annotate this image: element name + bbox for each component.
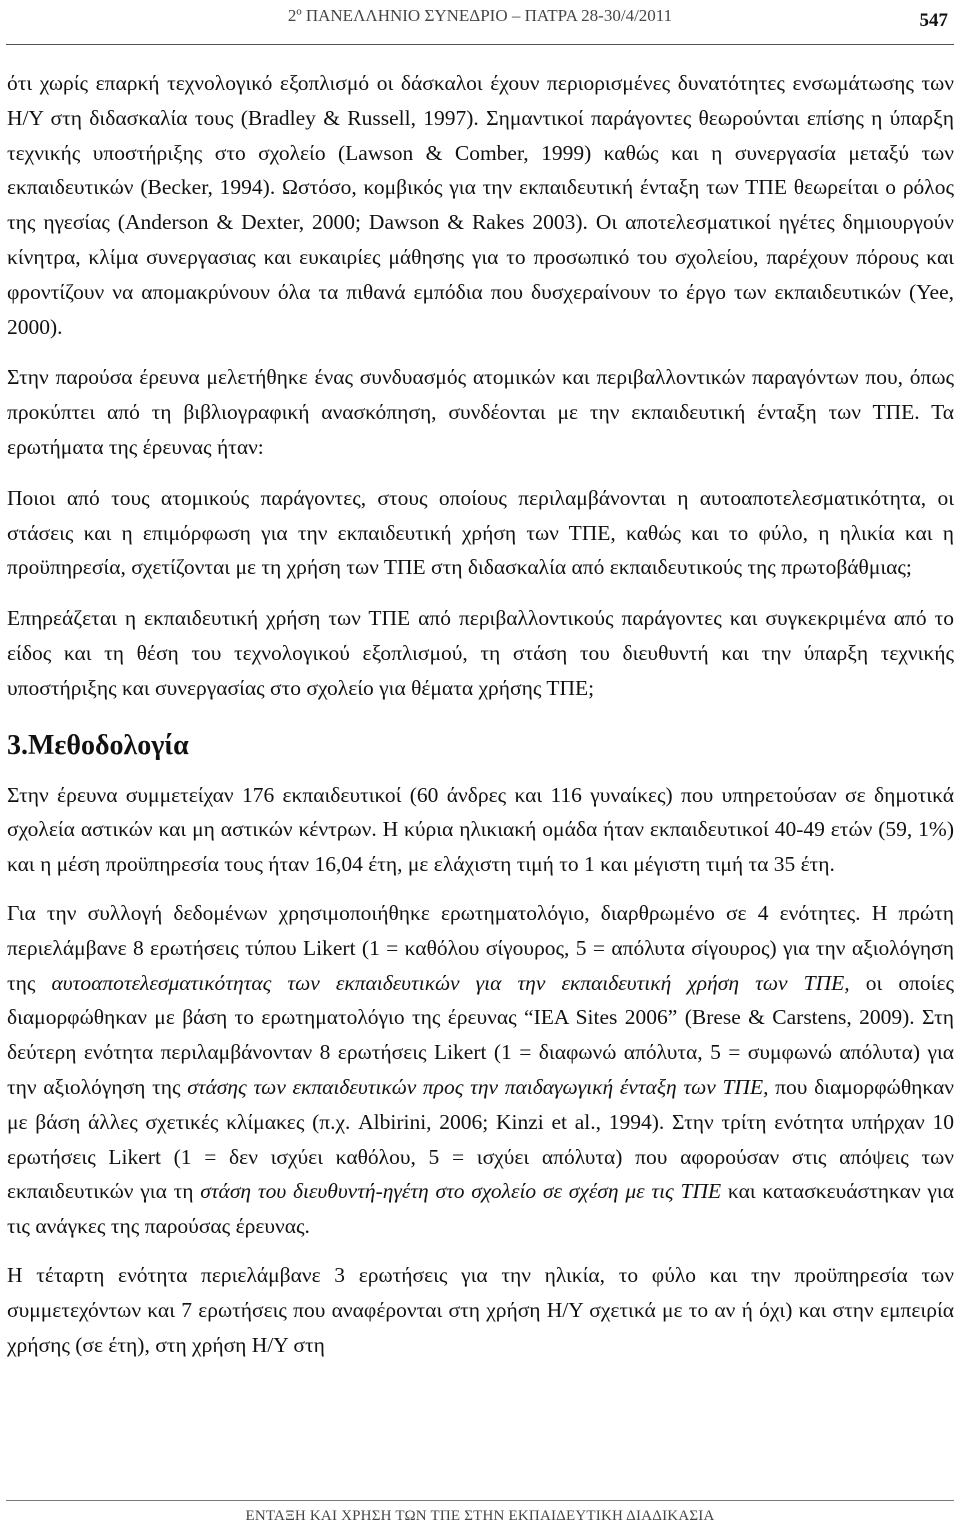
paragraph-demographics: Η τέταρτη ενότητα περιελάμβανε 3 ερωτήσεις για την ηλικία, το φύλο και την προϋπηρεσία των συμμετεχόντων και 7 ερωτήσεις που αναφέρονται στη χρήση Η/Υ σχετικά με το αν ή όχι) και στην εμπειρία χρήσης (σε έτη), στη χρήση Η/Υ στη (7, 1262, 954, 1357)
paragraph-research-intro: Στην παρούσα έρευνα μελετήθηκε ένας συνδυασμός ατομικών και περιβαλλοντικών παραγόντων που, όπως προκύπτει από τη βιβλιογραφική ανασκόπηση, συνδέονται με την εκπαιδευτική ένταξη των ΤΠΕ. Τα ερωτήματα της έρευνας ήταν: (7, 365, 954, 459)
section-heading-methodology: 3.Μεθοδολογία (7, 729, 189, 761)
instrument-text-3: που διαμορφώθηκαν με βάση άλλες σχετικές κλίμακες (π.χ. Albirini, 2006; Kinzi et al., 1994). Στην τρίτη ενότητα υπήρχαν 10 ερωτήσεις Likert (1 = δεν ισχύει καθόλου, 5 = ισχύει απόλυτα) που αφορούσαν στις απόψεις των εκπαιδευτικών για τη (7, 1074, 954, 1204)
instrument-emphasis-2: στάσης των εκπαιδευτικών προς την παιδαγωγική ένταξη των ΤΠΕ, (187, 1074, 769, 1099)
body-text (7, 66, 954, 1362)
running-footer: ΕΝΤΑΞΗ ΚΑΙ ΧΡΗΣΗ ΤΩΝ ΤΠΕ ΣΤΗΝ ΕΚΠΑΙΔΕΥΤΙΚΗ ΔΙΑΔΙΚΑΣΙΑ (245, 1508, 715, 1524)
page-header (0, 0, 960, 60)
paragraph-research-question-1: Ποιοι από τους ατομικούς παράγοντες, στους οποίους περιλαμβάνονται η αυτοαποτελεσματικότητα, οι στάσεις και η επιμόρφωση για την εκπαιδευτική χρήση των ΤΠΕ, καθώς και το φύλο, η ηλικία και η προϋπηρεσία, σχετίζονται με τη χρήση των ΤΠΕ στη διδασκαλία από εκπαιδευτικούς της πρωτοβάθμιας; (7, 485, 954, 580)
paragraph-participants: Στην έρευνα συμμετείχαν 176 εκπαιδευτικοί (60 άνδρες και 116 γυναίκες) που υπηρετούσαν σε δημοτικά σχολεία αστικών και μη αστικών κέντρων. Η κύρια ηλικιακή ομάδα ήταν εκπαιδευτικοί 40-49 ετών (59, 1%) και η μέση προϋπηρεσία τους ήταν 16,04 έτη, με ελάχιστη τιμή το 1 και μέγιστη τιμή τα 35 έτη. (7, 782, 954, 877)
paragraph-literature: ότι χωρίς επαρκή τεχνολογικό εξοπλισμό οι δάσκαλοι έχουν περιορισμένες δυνατότητες ενσωμάτωσης των Η/Υ στη διδασκαλία τους (Bradley & Russell, 1997). Σημαντικοί παράγοντες θεωρούνται επίσης η ύπαρξη τεχνικής υποστήριξης στο σχολείο (Lawson & Comber, 1999) καθώς και η συνεργασία μεταξύ των εκπαιδευτικών (Becker, 1994). Ωστόσο, κομβικός για την εκπαιδευτική ένταξη των ΤΠΕ θεωρείται ο ρόλος της ηγεσίας (Anderson & Dexter, 2000; Dawson & Rakes 2003). Οι αποτελεσματικοί ηγέτες δημιουργούν κίνητρα, κλίμα συνεργασιας και ευκαιρίες μάθησης για το προσωπικό του σχολείου, παρέχουν πόρους και φροντίζουν να απομακρύνουν όλα τα πιθανά εμπόδια που δυσχεραίνουν το έργο των εκπαιδευτικών (Yee, 2000). (7, 71, 954, 339)
paragraph-research-question-2: Επηρεάζεται η εκπαιδευτική χρήση των ΤΠΕ από περιβαλλοντικούς παράγοντες και συγκεκριμένα από το είδος και τη θέση του τεχνολογικού εξοπλισμού, τη στάση του διευθυντή και την ύπαρξη τεχνικής υποστήριξης και συνεργασίας στο σχολείο για θέματα χρήσης ΤΠΕ; (7, 606, 954, 700)
paragraph-instrument (7, 896, 954, 1244)
header-divider (6, 44, 954, 45)
instrument-emphasis-3: στάση του διευθυντή-ηγέτη στο σχολείο σε σχέση με τις ΤΠΕ (200, 1179, 722, 1204)
instrument-text-2: οι οποίες διαμορφώθηκαν με βάση το ερωτηματολόγιο της έρευνας “IEA Sites 2006” (Brese & Carstens, 2009). Στη δεύτερη ενότητα περιλαμβάνονταν 8 ερωτήσεις Likert (1 = διαφωνώ απόλυτα, 5 = συμφωνώ απόλυτα) για την αξιολόγηση της (7, 970, 954, 1099)
instrument-text-1: Για την συλλογή δεδομένων χρησιμοποιήθηκε ερωτηματολόγιο, διαρθρωμένο σε 4 ενότητες. Η πρώτη περιελάμβανε 8 ερωτήσεις τύπου Likert (1 = καθόλου σίγουρος, 5 = απόλυτα σίγουρος) για την αξιολόγηση της (7, 900, 954, 995)
instrument-text-4: και κατασκευάστηκαν για τις ανάγκες της παρούσας έρευνας. (7, 1179, 954, 1239)
footer-divider (6, 1500, 954, 1501)
conference-title: 2º ΠΑΝΕΛΛΗΝΙΟ ΣΥΝΕΔΡΙΟ – ΠΑΤΡΑ 28-30/4/2011 (287, 6, 673, 25)
page-number: 547 (919, 10, 948, 31)
instrument-emphasis-1: αυτοαποτελεσματικότητας των εκπαιδευτικών για την εκπαιδευτική χρήση των ΤΠΕ, (51, 970, 850, 995)
